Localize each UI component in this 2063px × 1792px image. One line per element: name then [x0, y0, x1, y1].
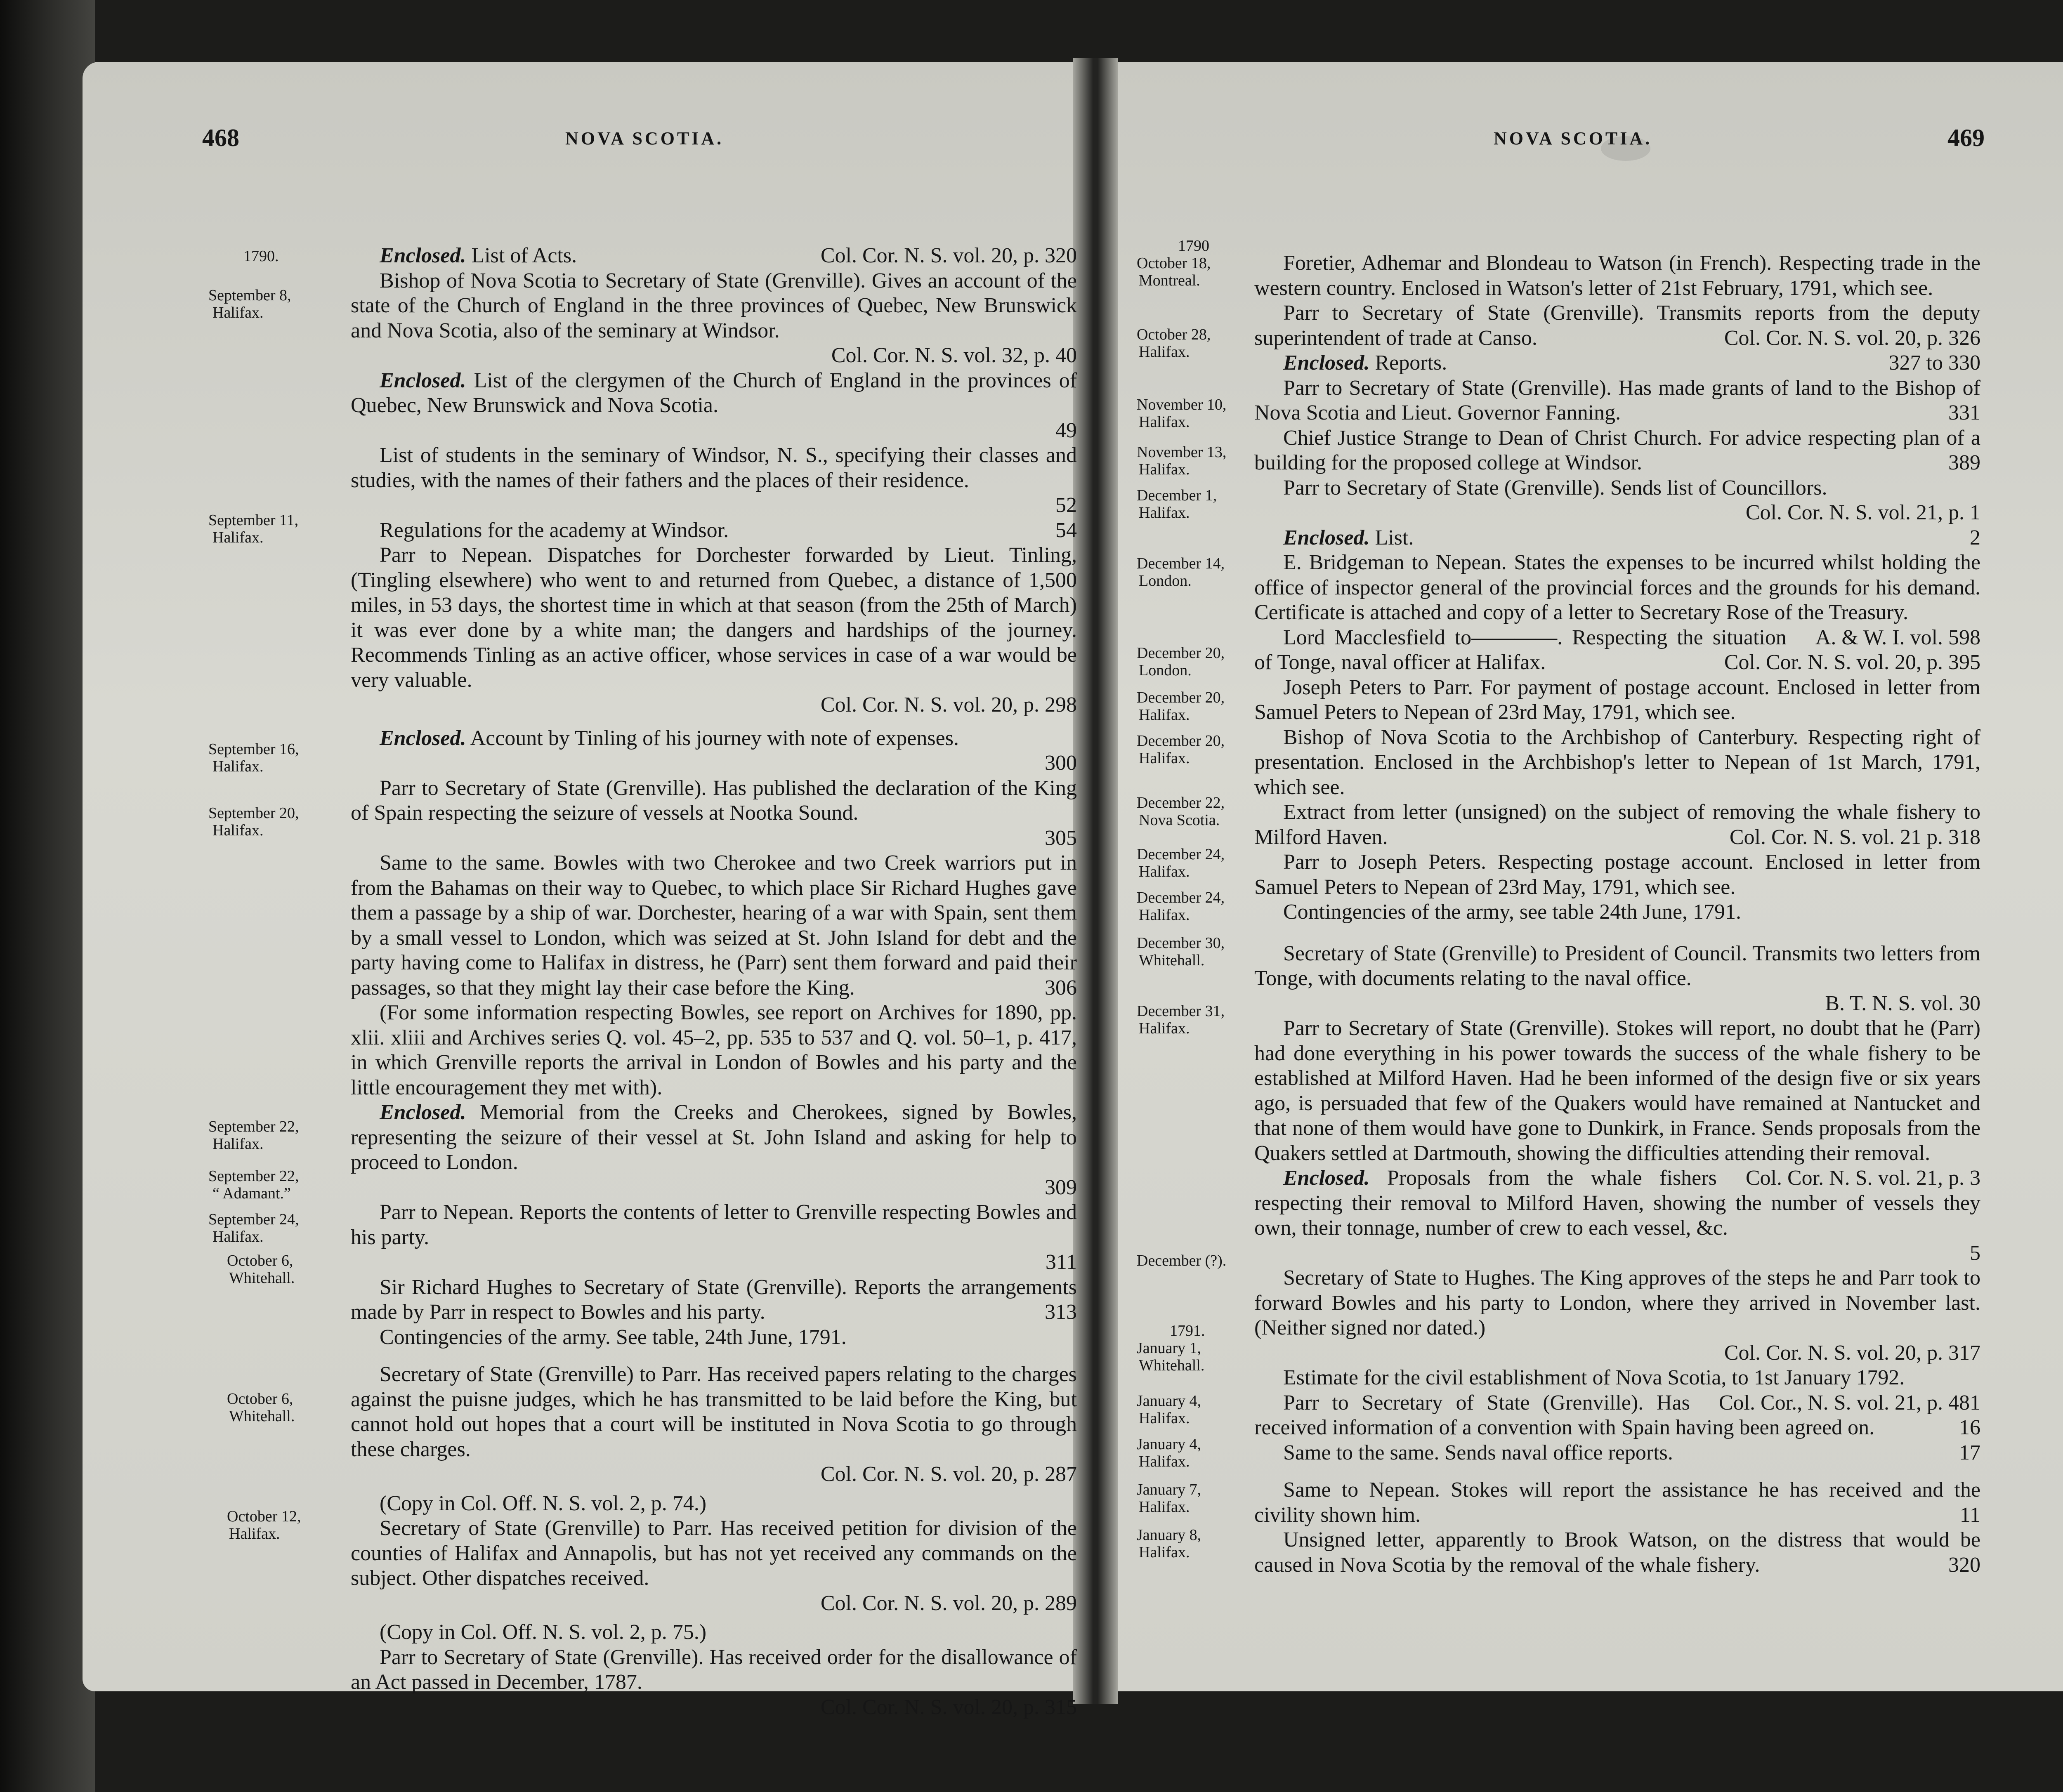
entry: Estimate for the civil establishment of Nova Scotia, to 1st January 1792. Col. Cor., N. S. vol. 21, p. 481 — [1283, 1366, 1980, 1415]
margin-place: London. — [1139, 662, 1192, 679]
right-text-column — [1254, 251, 1980, 1577]
margin-date: December 24, — [1137, 846, 1225, 863]
entry: Extract from letter (unsigned) on the subject of removing the whale fishery to Milford Haven. Col. Cor. N. S. vol. 21 p. 318 — [1254, 800, 1980, 849]
margin-place: Halifax. — [1139, 1498, 1190, 1516]
margin-date: January 8, — [1137, 1526, 1201, 1544]
margin-date: December 22, — [1137, 794, 1225, 811]
margin-place: “ Adamant.” — [212, 1185, 291, 1202]
margin-date: October 6, — [227, 1252, 293, 1269]
entry: Sir Richard Hughes to Secretary of State (Grenville). Reports the arrangements made by Parr in respect to Bowles and his party. 313 — [351, 1275, 1077, 1324]
entry: Contingencies of the army, see table 24th June, 1791. — [1283, 900, 1742, 924]
margin-place: Halifax. — [1139, 504, 1190, 521]
entry: Regulations for the academy at Windsor. 54 — [380, 518, 1077, 542]
entry: Lord Macclesfield to————. Respecting the situation of Tonge, naval officer at Halifax. Col. Cor. N. S. vol. 20, p. 395 — [1254, 625, 1980, 674]
margin-date: December 30, — [1137, 934, 1225, 952]
margin-date: January 7, — [1137, 1481, 1201, 1498]
margin-date: October 12, — [227, 1508, 301, 1525]
entry: E. Bridgeman to Nepean. States the expenses to be incurred whilst holding the office of inspector general of the provincial forces and the grounds for his demand. Certificate is attached and copy of a letter to Secretary Rose of the Treasury. A. & W. I. vol. 598 — [1254, 551, 1980, 649]
left-running-head: NOVA SCOTIA. — [565, 128, 724, 149]
margin-place: Halifax. — [1139, 750, 1190, 767]
margin-place: Halifax. — [1139, 413, 1190, 431]
book-gutter — [1073, 58, 1118, 1704]
entry: Parr to Secretary of State (Grenville). Has received order for the disallowance of an Act passed in December, 1787. Col. Cor. N. S. vol. 20, p. 315 — [351, 1645, 1077, 1719]
page-stain — [1601, 136, 1650, 161]
margin-place: Halifax. — [212, 822, 264, 839]
margin-date: November 10, — [1137, 396, 1227, 413]
entry: Parr to Nepean. Reports the contents of letter to Grenville respecting Bowles and his party. 311 — [351, 1200, 1077, 1274]
entry: Secretary of State (Grenville) to President of Council. Transmits two letters from Tonge, with documents relating to the naval office. B. T. N. S. vol. 30 — [1254, 941, 1980, 1015]
entry: Parr to Secretary of State (Grenville). Has made grants of land to the Bishop of Nova Scotia and Lieut. Governor Fanning. 331 — [1254, 376, 1980, 424]
margin-place: Nova Scotia. — [1139, 811, 1220, 829]
margin-date: November 13, — [1137, 443, 1227, 461]
margin-place: Halifax. — [212, 758, 264, 775]
entry: Parr to Nepean. Dispatches for Dorchester forwarded by Lieut. Tinling, (Tingling elsewhere) who went to and returned from Quebec, a distance of 1,500 miles, in 53 days, the shortest time in which at that season (from the 25th of March) it was ever done by a white man; the dangers and hardships of the journey. Recommends Tinling as an active officer, whose services in case of a war would be very valuable. Col. Cor. N. S. vol. 20, p. 298 — [351, 543, 1077, 717]
margin-date: September 22, — [208, 1167, 299, 1185]
margin-place: Halifax. — [229, 1525, 280, 1542]
entry: Bishop of Nova Scotia to Secretary of State (Grenville). Gives an account of the state of the Church of England in the three provinces of Quebec, New Brunswick and Nova Scotia, also of the seminary at Windsor. Col. Cor. N. S. vol. 32, p. 40 — [351, 269, 1077, 367]
entry: Same to Nepean. Stokes will report the assistance he has received and the civility shown him. 11 — [1254, 1478, 1980, 1527]
entry: Joseph Peters to Parr. For payment of postage account. Enclosed in letter from Samuel Peters to Nepean of 23rd May, 1791, which see. — [1254, 675, 1980, 724]
margin-place: Halifax. — [1139, 1544, 1190, 1561]
entry: Parr to Joseph Peters. Respecting postage account. Enclosed in letter from Samuel Peters to Nepean of 23rd May, 1791, which see. — [1254, 850, 1980, 899]
left-page-number: 468 — [202, 124, 239, 151]
entry: Enclosed. List of the clergymen of the Church of England in the provinces of Quebec, New Brunswick and Nova Scotia. 49 — [351, 368, 1077, 442]
margin-date: September 24, — [208, 1211, 299, 1228]
year-label: 1790. — [243, 248, 279, 265]
margin-date: September 11, — [208, 512, 299, 529]
entry: Contingencies of the army. See table, 24th June, 1791. — [380, 1325, 847, 1349]
entry: Chief Justice Strange to Dean of Christ Church. For advice respecting plan of a building for the proposed college at Windsor. 389 — [1254, 426, 1980, 474]
margin-place: Whitehall. — [1139, 952, 1205, 969]
margin-date: December 20, — [1137, 689, 1225, 706]
margin-place: Halifax. — [1139, 706, 1190, 724]
margin-place: Halifax. — [1139, 1410, 1190, 1427]
margin-place: Halifax. — [212, 529, 264, 546]
left-text-column — [351, 243, 1077, 1720]
year-label: 1791. — [1170, 1322, 1205, 1339]
margin-date: December 14, — [1137, 555, 1225, 572]
margin-date: October 18, — [1137, 255, 1211, 272]
margin-place: Halifax. — [212, 1228, 264, 1245]
right-running-head: NOVA SCOTIA. — [1494, 128, 1652, 149]
entry: Bishop of Nova Scotia to the Archbishop of Canterbury. Respecting right of presentation. Enclosed in the Archbishop's letter to Nepean of 1st March, 1791, which see. — [1254, 725, 1980, 799]
entry: (Copy in Col. Off. N. S. vol. 2, p. 74.) — [380, 1491, 707, 1515]
margin-place: Whitehall. — [229, 1269, 295, 1287]
entry: Foretier, Adhemar and Blondeau to Watson (in French). Respecting trade in the western country. Enclosed in Watson's letter of 21st February, 1791, which see. — [1254, 251, 1980, 300]
margin-place: Halifax. — [1139, 1020, 1190, 1037]
margin-place: Whitehall. — [1139, 1357, 1205, 1374]
margin-date: December 20, — [1137, 644, 1225, 662]
margin-date: October 28, — [1137, 326, 1211, 343]
year-label: 1790 — [1178, 237, 1209, 255]
entry: Secretary of State (Grenville) to Parr. Has received papers relating to the charges against the puisne judges, which he has transmitted to be laid before the King, but cannot hold out hopes that a court will be instituted in Nova Scotia to go through these charges. Col. Cor. N. S. vol. 20, p. 287 — [351, 1363, 1077, 1486]
entry: Enclosed. List. 2 — [1283, 526, 1980, 549]
margin-place: Whitehall. — [229, 1408, 295, 1425]
margin-date: September 20, — [208, 804, 299, 822]
entry: Enclosed. Account by Tinling of his journey with note of expenses. 300 — [380, 726, 1077, 775]
entry: List of students in the seminary of Windsor, N. S., specifying their classes and studies, with the names of their fathers and the places of their residence. 52 — [351, 443, 1077, 517]
entry: Enclosed. Proposals from the whale fishers respecting their removal to Milford Haven, showing the number of vessels they own, their tonnage, number of crew to each vessel, &c. 5 — [1254, 1166, 1980, 1265]
margin-place: Halifax. — [212, 304, 264, 321]
margin-date: December 24, — [1137, 889, 1225, 906]
margin-date: December 31, — [1137, 1002, 1225, 1020]
margin-place: London. — [1139, 572, 1192, 589]
margin-date: December (?). — [1137, 1252, 1227, 1269]
margin-date: January 4, — [1137, 1436, 1201, 1453]
margin-date: September 8, — [208, 287, 291, 304]
entry: Parr to Secretary of State (Grenville). Has received information of a convention with Spain having been agreed on. 16 — [1254, 1391, 1980, 1439]
margin-place: Montreal. — [1139, 272, 1200, 289]
margin-date: October 6, — [227, 1390, 293, 1408]
book-edge-left — [0, 0, 95, 1792]
margin-place: Halifax. — [1139, 343, 1190, 361]
right-page-number: 469 — [1947, 124, 1985, 151]
margin-date: September 22, — [208, 1118, 299, 1135]
entry: Parr to Secretary of State (Grenville). Has published the declaration of the King of Spain respecting the seizure of vessels at Nootka Sound. 305 — [351, 776, 1077, 850]
margin-date: December 1, — [1137, 487, 1217, 504]
margin-date: December 20, — [1137, 732, 1225, 750]
entry: Secretary of State (Grenville) to Parr. Has received petition for division of the counties of Halifax and Annapolis, but has not yet received any commands on the subject. Other dispatches received. Col. Cor. N. S. vol. 20, p. 289 — [351, 1516, 1077, 1615]
entry: Secretary of State to Hughes. The King approves of the steps he and Parr took to forward Bowles and his party to London, where they arrived in November last. (Neither signed nor dated.) Col. Cor. N. S. vol. 20, p. 317 — [1254, 1266, 1980, 1365]
entry: Same to the same. Sends naval office reports. 17 — [1283, 1441, 1980, 1464]
margin-place: Halifax. — [212, 1135, 264, 1153]
margin-date: September 16, — [208, 740, 299, 758]
entry: Parr to Secretary of State (Grenville). Transmits reports from the deputy superintendent of trade at Canso. Col. Cor. N. S. vol. 20, p. 326 — [1254, 301, 1980, 350]
margin-place: Halifax. — [1139, 1453, 1190, 1470]
margin-place: Halifax. — [1139, 461, 1190, 478]
entry: Enclosed. Reports. 327 to 330 — [1283, 351, 1980, 375]
margin-date: January 4, — [1137, 1392, 1201, 1410]
margin-place: Halifax. — [1139, 863, 1190, 880]
entry: (Copy in Col. Off. N. S. vol. 2, p. 75.) — [380, 1620, 707, 1644]
margin-place: Halifax. — [1139, 906, 1190, 924]
entry: Enclosed. Memorial from the Creeks and Cherokees, signed by Bowles, representing the seizure of their vessel at St. John Island and asking for help to proceed to London. 309 — [351, 1101, 1077, 1199]
entry: (For some information respecting Bowles, see report on Archives for 1890, pp. xlii. xliii and Archives series Q. vol. 45–2, pp. 535 to 537 and Q. vol. 50–1, p. 417, in which Grenville reports the arrival in London of Bowles and his party and the little encouragement they met with). — [351, 1001, 1077, 1099]
entry: Parr to Secretary of State (Grenville). Sends list of Councillors. Col. Cor. N. S. vol. 21, p. 1 — [1283, 476, 1980, 524]
margin-date: January 1, — [1137, 1339, 1201, 1357]
entry: Enclosed. List of Acts. Col. Cor. N. S. vol. 20, p. 320 — [380, 244, 1077, 267]
entry: Unsigned letter, apparently to Brook Watson, on the distress that would be caused in Nova Scotia by the removal of the whale fishery. 320 — [1254, 1528, 1980, 1577]
entry: Parr to Secretary of State (Grenville). Stokes will report, no doubt that he (Parr) had done everything in his power towards the success of the whale fishery to be established at Milford Haven. Had he been informed of the design five or six years ago, is persuaded that few of the Quakers would have remained at Nantucket and that none of them would have gone to Dunkirk, in France. Sends proposals from the Quakers settled at Dartmouth, showing the difficulties attending their removal. Col. Cor. N. S. vol. 21, p. 3 — [1254, 1016, 1980, 1190]
entry: Same to the same. Bowles with two Cherokee and two Creek warriors put in from the Bahamas on their way to Quebec, to which place Sir Richard Hughes gave them a passage by a ship of war. Dorchester, hearing of a war with Spain, sent them by a small vessel to London, which was seized at St. John Island for debt and the party having come to Halifax in distress, he (Parr) sent them forward and paid their passages, so that they might lay their case before the King. 306 — [351, 851, 1077, 1000]
